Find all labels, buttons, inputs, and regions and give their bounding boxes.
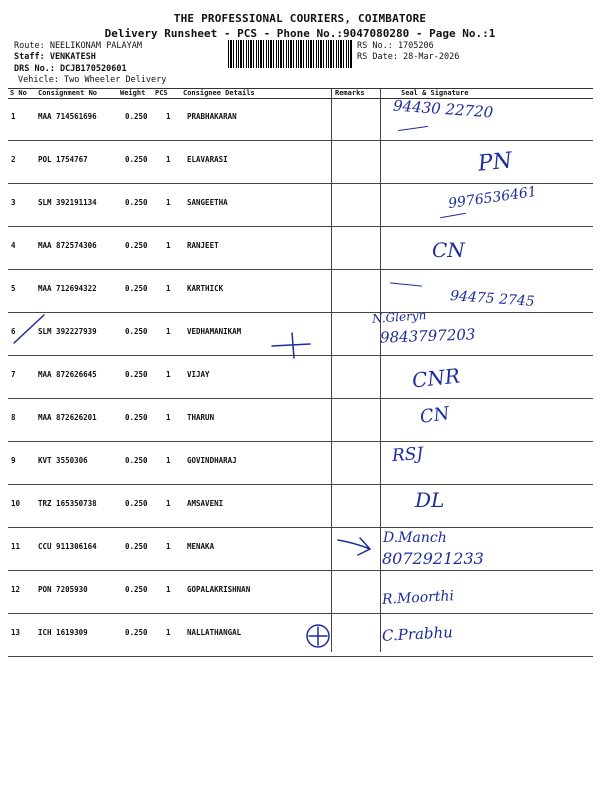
cell-consignee: PRABHAKARAN [187, 112, 237, 121]
handwritten-initials: PN [476, 148, 514, 177]
cell-sno: 2 [11, 155, 16, 164]
cell-consignment: SLM 392191134 [38, 198, 97, 207]
document-subtitle: Delivery Runsheet - PCS - Phone No.:9047080280 - Page No.:1 [104, 27, 496, 40]
cell-consignment: MAA 872574306 [38, 241, 97, 250]
cell-consignment: MAA 872626201 [38, 413, 97, 422]
cell-consignment: TRZ 165350738 [38, 499, 97, 508]
cell-sno: 12 [11, 585, 21, 594]
col-header-seal: Seal & Signature [401, 89, 469, 97]
handwritten-name: N.Gleryn [371, 308, 427, 326]
cell-consignee: VEDHAMANIKAM [187, 327, 242, 336]
staff-label: Staff: VENKATESH [14, 52, 96, 62]
cell-sno: 8 [11, 413, 16, 422]
cell-consignment: MAA 712694322 [38, 284, 97, 293]
cell-pcs: 1 [166, 112, 171, 121]
arrow-mark [338, 538, 370, 555]
col-header-consignee: Consignee Details [183, 89, 255, 97]
cell-pcs: 1 [166, 585, 171, 594]
cell-consignee: NALLATHANGAL [187, 628, 242, 637]
cell-pcs: 1 [166, 327, 171, 336]
vehicle-label: Vehicle: Two Wheeler Delivery [18, 75, 167, 85]
cell-weight: 0.250 [125, 198, 148, 207]
handwritten-initials: DL [415, 488, 445, 512]
handwritten-phone: 94475 2745 [449, 288, 536, 310]
cell-pcs: 1 [166, 628, 171, 637]
cell-weight: 0.250 [125, 542, 148, 551]
col-header-pcs: PCS [155, 89, 168, 97]
tick-mark [14, 315, 44, 343]
drs-number: DRS No.: DCJB170520601 [14, 64, 127, 74]
handwritten-phone: 9976536461 [447, 183, 538, 213]
document-title: THE PROFESSIONAL COURIERS, COIMBATORE [173, 12, 427, 25]
cell-weight: 0.250 [125, 241, 148, 250]
cell-pcs: 1 [166, 370, 171, 379]
cell-consignment: POL 1754767 [38, 155, 88, 164]
cell-weight: 0.250 [125, 155, 148, 164]
handwritten-phone: 8072921233 [382, 549, 484, 568]
cell-weight: 0.250 [125, 456, 148, 465]
cell-sno: 11 [11, 542, 21, 551]
cell-consignee: VIJAY [187, 370, 210, 379]
handwritten-name: C.Prabhu [381, 623, 454, 645]
handwritten-initials: CN [432, 238, 465, 262]
cell-weight: 0.250 [125, 413, 148, 422]
cell-sno: 10 [11, 499, 21, 508]
col-header-sno: S No [10, 89, 27, 97]
handwritten-name: R.Moorthi [381, 588, 455, 608]
cell-sno: 7 [11, 370, 16, 379]
cell-consignee: MENAKA [187, 542, 215, 551]
cell-weight: 0.250 [125, 327, 148, 336]
handwritten-initials: CN [418, 403, 451, 428]
cell-weight: 0.250 [125, 112, 148, 121]
cell-weight: 0.250 [125, 370, 148, 379]
cell-sno: 3 [11, 198, 16, 207]
cell-consignee: GOPALAKRISHNAN [187, 585, 251, 594]
handwritten-phone: 9843797203 [379, 325, 476, 347]
cell-sno: 6 [11, 327, 16, 336]
rs-number: RS No.: 1705206 [357, 41, 434, 51]
cell-consignee: AMSAVENI [187, 499, 224, 508]
cell-pcs: 1 [166, 284, 171, 293]
cell-consignee: SANGEETHA [187, 198, 228, 207]
cell-consignment: CCU 911306164 [38, 542, 97, 551]
cell-consignee: KARTHICK [187, 284, 224, 293]
plus-mark [272, 333, 310, 358]
cell-consignment: PON 7205930 [38, 585, 88, 594]
route-label: Route: NEELIKONAM PALAYAM [14, 41, 142, 51]
cell-consignee: GOVINDHARAJ [187, 456, 237, 465]
handwritten-initials: RSJ [391, 443, 424, 467]
cell-sno: 13 [11, 628, 21, 637]
cell-consignment: ICH 1619309 [38, 628, 88, 637]
cell-consignment: KVT 3550306 [38, 456, 88, 465]
col-header-remarks: Remarks [335, 89, 365, 97]
col-header-weight: Weight [120, 89, 146, 97]
cell-sno: 1 [11, 112, 16, 121]
cell-pcs: 1 [166, 456, 171, 465]
cell-sno: 5 [11, 284, 16, 293]
cell-pcs: 1 [166, 198, 171, 207]
cell-consignment: SLM 392227939 [38, 327, 97, 336]
cell-consignment: MAA 872626645 [38, 370, 97, 379]
cell-weight: 0.250 [125, 628, 148, 637]
cell-consignee: THARUN [187, 413, 215, 422]
cell-consignment: MAA 714561696 [38, 112, 97, 121]
cell-sno: 9 [11, 456, 16, 465]
cell-pcs: 1 [166, 542, 171, 551]
cell-weight: 0.250 [125, 585, 148, 594]
cell-pcs: 1 [166, 499, 171, 508]
cell-pcs: 1 [166, 155, 171, 164]
handwritten-phone: 94430 22720 [392, 96, 494, 122]
cell-sno: 4 [11, 241, 16, 250]
cell-consignee: RANJEET [187, 241, 219, 250]
cell-weight: 0.250 [125, 284, 148, 293]
cell-weight: 0.250 [125, 499, 148, 508]
cell-pcs: 1 [166, 241, 171, 250]
col-header-consignment: Consignment No [38, 89, 98, 97]
handwritten-name: D.Manch [383, 530, 447, 546]
handwritten-initials: CNR [410, 363, 461, 393]
rs-date: RS Date: 28-Mar-2026 [357, 52, 460, 62]
cell-pcs: 1 [166, 413, 171, 422]
cell-consignee: ELAVARASI [187, 155, 228, 164]
